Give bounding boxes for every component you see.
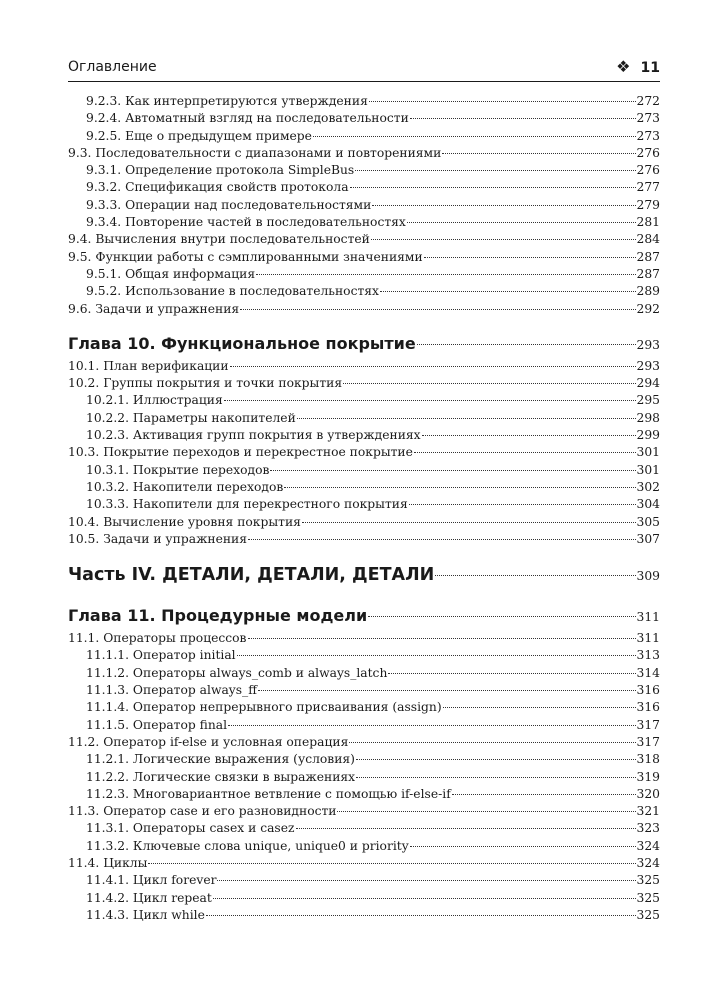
toc-title: 9.6. Задачи и упражнения <box>68 301 240 316</box>
dot-leader <box>368 615 635 617</box>
toc-page-number: 318 <box>636 752 660 767</box>
toc-subsection[interactable] <box>68 682 660 699</box>
toc-title: 9.2.3. Как интерпретируются утверждения <box>86 94 368 108</box>
toc-subsection[interactable] <box>68 128 660 145</box>
toc-page-number: 311 <box>636 631 660 646</box>
toc-subsection[interactable] <box>68 751 660 768</box>
toc-title: 11.2.3. Многовариантное ветвление с помощью if-else-if <box>86 786 451 801</box>
toc-title: 11.2. Оператор if-else и условная операция <box>68 734 349 749</box>
toc-title: 11.1.4. Оператор непрерывного присваивания (assign) <box>86 700 442 715</box>
toc-title: 11.4. Циклы <box>68 855 148 870</box>
toc-title: 11.1.5. Оператор final <box>86 717 228 732</box>
dot-leader <box>296 827 636 829</box>
toc-page-number: 302 <box>636 479 660 494</box>
toc-title: 10.3.3. Накопители для перекрестного покрытия <box>86 497 408 512</box>
toc-section[interactable] <box>68 249 660 266</box>
toc-subsection[interactable] <box>68 410 660 427</box>
toc-title: 9.5.2. Использование в последовательностях <box>86 284 379 299</box>
dot-leader <box>240 308 635 310</box>
toc-page-number: 321 <box>636 804 660 819</box>
toc-subsection[interactable] <box>68 427 660 444</box>
toc-subsection[interactable] <box>68 907 660 924</box>
toc-subsection[interactable] <box>68 197 660 214</box>
dot-leader <box>343 382 635 384</box>
running-title: Оглавление <box>68 59 157 75</box>
dot-leader <box>284 486 635 488</box>
toc-page-number: 325 <box>636 890 660 905</box>
toc-title: 9.2.5. Еще о предыдущем примере <box>86 128 312 143</box>
dot-leader <box>422 434 636 436</box>
toc-page-number: 313 <box>636 648 660 663</box>
toc-section[interactable] <box>68 531 660 548</box>
toc-page-number: 301 <box>636 462 660 477</box>
toc-title: 9.3.1. Определение протокола SimpleBus <box>86 163 355 178</box>
toc-title: 11.3.2. Ключевые слова unique, unique0 и priority <box>86 838 409 853</box>
toc-page-number: 289 <box>636 284 660 299</box>
dot-leader <box>356 776 635 778</box>
dot-leader <box>424 256 636 258</box>
dot-leader <box>228 724 635 726</box>
toc-title: 9.5.1. Общая информация <box>86 266 256 281</box>
dot-leader <box>206 914 636 916</box>
dot-leader <box>258 689 636 691</box>
toc-page-number: 316 <box>636 700 660 715</box>
dot-leader <box>435 574 635 576</box>
toc-page-number: 317 <box>636 717 660 732</box>
toc-title: 9.3.3. Операции над последовательностями <box>86 197 372 212</box>
toc-page-number: 295 <box>636 393 660 408</box>
toc-title: 11.2.2. Логические связки в выражениях <box>86 769 356 784</box>
toc-chapter[interactable] <box>68 330 660 358</box>
toc-title: 11.1.2. Операторы always_comb и always_latch <box>86 665 388 680</box>
toc-title: Глава 11. Процедурные модели <box>68 606 368 626</box>
toc-page-number: 292 <box>636 301 660 316</box>
toc-subsection[interactable] <box>68 479 660 496</box>
toc-title: 11.2.1. Логические выражения (условия) <box>86 752 355 767</box>
toc-subsection[interactable] <box>68 786 660 803</box>
page-number: 11 <box>640 60 660 76</box>
toc-section[interactable] <box>68 803 660 820</box>
dot-leader <box>237 654 636 656</box>
toc-title: 10.2. Группы покрытия и точки покрытия <box>68 376 343 391</box>
toc-subsection[interactable] <box>68 872 660 889</box>
toc-page-number: 311 <box>636 610 660 625</box>
toc-subsection[interactable] <box>68 820 660 837</box>
toc-section[interactable] <box>68 734 660 751</box>
dot-leader <box>256 273 635 275</box>
dot-leader <box>380 290 636 292</box>
toc-section[interactable] <box>68 630 660 647</box>
toc-title: 9.2.4. Автоматный взгляд на последовательности <box>86 111 409 126</box>
toc-title: 11.4.3. Цикл while <box>86 907 205 922</box>
toc-section[interactable] <box>68 855 660 872</box>
toc-page-number: 325 <box>636 907 660 922</box>
toc-subsection[interactable] <box>68 665 660 682</box>
toc-subsection[interactable] <box>68 93 660 110</box>
toc-subsection[interactable] <box>68 838 660 855</box>
dot-leader <box>297 417 636 419</box>
page-header <box>68 56 660 78</box>
toc-title: Глава 10. Функциональное покрытие <box>68 333 416 353</box>
dot-leader <box>230 365 636 367</box>
toc-page-number: 319 <box>636 769 660 784</box>
dot-leader <box>356 758 636 760</box>
dot-leader <box>337 810 635 812</box>
toc-page-number: 277 <box>636 180 660 195</box>
toc-page-number: 323 <box>636 821 660 836</box>
toc-page-number: 309 <box>636 569 660 584</box>
toc-subsection[interactable] <box>68 110 660 127</box>
dot-leader <box>409 503 636 505</box>
toc-page-number: 307 <box>636 531 660 546</box>
toc-title: 10.2.3. Активация групп покрытия в утверждениях <box>86 428 421 443</box>
toc-page-number: 293 <box>636 358 660 373</box>
dot-leader <box>350 186 636 188</box>
toc-title: 10.3.2. Накопители переходов <box>86 479 284 494</box>
toc-title: 9.3. Последовательности с диапазонами и повторениями <box>68 145 442 160</box>
toc-subsection[interactable] <box>68 699 660 716</box>
dot-leader <box>302 521 636 523</box>
toc-page-number: 294 <box>636 376 660 391</box>
dot-leader <box>388 672 635 674</box>
toc-page-number: 316 <box>636 683 660 698</box>
toc-subsection[interactable] <box>68 283 660 300</box>
toc-subsection[interactable] <box>68 769 660 786</box>
toc-subsection[interactable] <box>68 162 660 179</box>
toc-subsection[interactable] <box>68 462 660 479</box>
toc-title: 11.1.3. Оператор always_ff <box>86 683 257 698</box>
toc-title: 9.5. Функции работы с сэмплированными значениями <box>68 249 423 264</box>
toc-subsection[interactable] <box>68 717 660 734</box>
dot-leader <box>417 343 636 345</box>
toc-page-number: 273 <box>636 128 660 143</box>
dot-leader <box>410 117 636 119</box>
toc-page-number: 293 <box>636 337 660 352</box>
dot-leader <box>148 862 635 864</box>
toc-subsection[interactable] <box>68 496 660 513</box>
toc-title: 9.3.2. Спецификация свойств протокола <box>86 180 349 195</box>
toc-page-number: 276 <box>636 163 660 178</box>
dot-leader <box>248 538 636 540</box>
toc-title: 11.3.1. Операторы casex и casez <box>86 821 295 836</box>
toc-page-number: 320 <box>636 786 660 801</box>
toc-title: 9.3.4. Повторение частей в последовательностях <box>86 215 406 230</box>
toc-part[interactable] <box>68 560 660 590</box>
dot-leader <box>313 135 636 137</box>
toc-page-number: 305 <box>636 514 660 529</box>
toc-page-number: 279 <box>636 197 660 212</box>
toc-title: 11.4.1. Цикл forever <box>86 873 217 888</box>
toc-title: 11.1. Операторы процессов <box>68 631 247 646</box>
toc-page-number: 301 <box>636 445 660 460</box>
toc-page-number: 314 <box>636 665 660 680</box>
toc-page-number: 324 <box>636 855 660 870</box>
dot-leader <box>217 879 635 881</box>
toc-section[interactable] <box>68 231 660 248</box>
toc-chapter[interactable] <box>68 602 660 630</box>
toc-page-number: 273 <box>636 111 660 126</box>
toc-title: 10.5. Задачи и упражнения <box>68 531 248 546</box>
toc-title: 11.4.2. Цикл repeat <box>86 890 212 905</box>
toc-page-number: 276 <box>636 145 660 160</box>
ornament-icon: ❖ <box>616 57 631 76</box>
toc-subsection[interactable] <box>68 214 660 231</box>
toc-title: 10.4. Вычисление уровня покрытия <box>68 514 301 529</box>
toc-page-number: 287 <box>636 249 660 264</box>
toc-section[interactable] <box>68 358 660 375</box>
toc-page-number: 325 <box>636 873 660 888</box>
toc-page-number: 317 <box>636 734 660 749</box>
dot-leader <box>452 793 636 795</box>
toc-section[interactable] <box>68 514 660 531</box>
dot-leader <box>270 469 635 471</box>
toc-page-number: 272 <box>636 94 660 108</box>
dot-leader <box>248 637 636 639</box>
page-number-block <box>616 56 660 79</box>
dot-leader <box>443 706 636 708</box>
toc-page-number: 298 <box>636 410 660 425</box>
dot-leader <box>414 451 636 453</box>
toc-title: 10.2.1. Иллюстрация <box>86 393 223 408</box>
dot-leader <box>371 238 636 240</box>
dot-leader <box>213 897 636 899</box>
toc-section[interactable] <box>68 301 660 318</box>
toc-title: 10.2.2. Параметры накопителей <box>86 410 296 425</box>
dot-leader <box>369 100 636 102</box>
toc-page-number: 284 <box>636 232 660 247</box>
toc-subsection[interactable] <box>68 392 660 409</box>
toc-title: 11.1.1. Оператор initial <box>86 648 236 663</box>
toc-page-number: 281 <box>636 215 660 230</box>
toc-section[interactable] <box>68 444 660 461</box>
toc-subsection[interactable] <box>68 179 660 196</box>
toc-page-number: 304 <box>636 497 660 512</box>
toc-page-number: 324 <box>636 838 660 853</box>
toc-title: 10.3.1. Покрытие переходов <box>86 462 270 477</box>
toc-title: 11.3. Оператор case и его разновидности <box>68 804 337 819</box>
dot-leader <box>372 204 635 206</box>
dot-leader <box>410 845 636 847</box>
toc-section[interactable] <box>68 375 660 392</box>
dot-leader <box>224 399 636 401</box>
toc-subsection[interactable] <box>68 266 660 283</box>
dot-leader <box>355 169 635 171</box>
toc-title: 9.4. Вычисления внутри последовательностей <box>68 232 370 247</box>
toc-page-number: 287 <box>636 266 660 281</box>
toc-title: Часть IV. ДЕТАЛИ, ДЕТАЛИ, ДЕТАЛИ <box>68 565 435 586</box>
header-rule <box>68 81 660 82</box>
toc-section[interactable] <box>68 145 660 162</box>
toc-title: 10.1. План верификации <box>68 358 229 373</box>
dot-leader <box>442 152 635 154</box>
table-of-contents <box>68 93 660 924</box>
toc-page-number: 299 <box>636 428 660 443</box>
dot-leader <box>349 741 635 743</box>
toc-subsection[interactable] <box>68 647 660 664</box>
toc-title: 10.3. Покрытие переходов и перекрестное покрытие <box>68 445 413 460</box>
dot-leader <box>407 221 636 223</box>
toc-subsection[interactable] <box>68 890 660 907</box>
